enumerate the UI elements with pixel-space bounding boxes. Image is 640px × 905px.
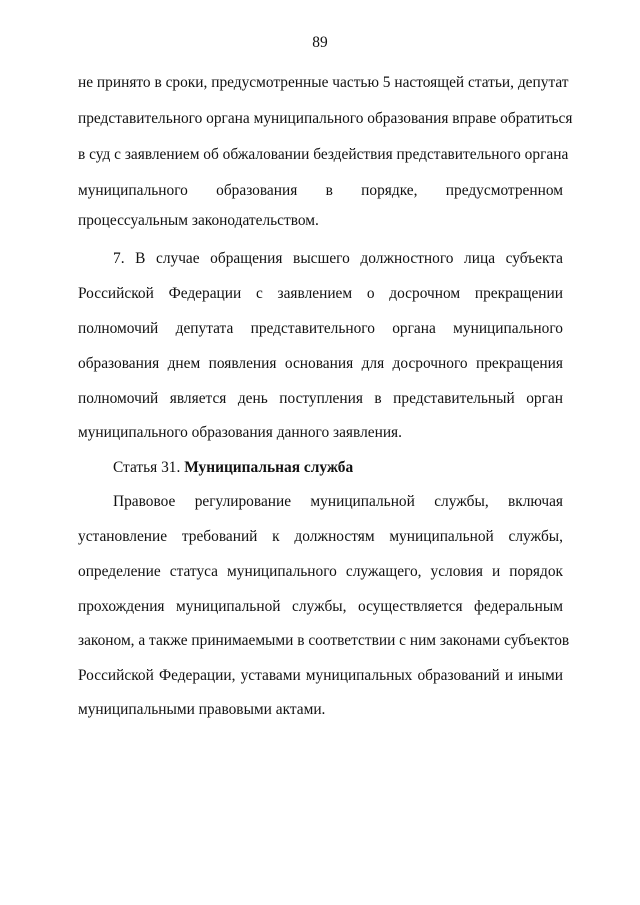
- paragraph3-line-3: определение статуса муниципального служащего, условия и порядок: [78, 563, 563, 580]
- paragraph2-line-3: полномочий депутата представительного органа муниципального: [78, 320, 563, 337]
- article-title: Муниципальная служба: [184, 459, 354, 476]
- paragraph1-line-2: представительного органа муниципального образования вправе обратиться: [78, 110, 573, 127]
- paragraph3-line-4: прохождения муниципальной службы, осуществляется федеральным: [78, 598, 563, 615]
- paragraph1-line-5: процессуальным законодательством.: [78, 212, 319, 229]
- paragraph1-line-1: не принято в сроки, предусмотренные частью 5 настоящей статьи, депутат: [78, 74, 569, 91]
- article-number: Статья 31.: [113, 459, 181, 476]
- paragraph2-line-1: 7. В случае обращения высшего должностного лица субъекта: [113, 250, 563, 267]
- paragraph3-line-6: Российской Федерации, уставами муниципальных образований и иными: [78, 667, 563, 684]
- page-number: 89: [312, 34, 328, 51]
- paragraph3-line-1: Правовое регулирование муниципальной службы, включая: [113, 493, 563, 510]
- paragraph3-line-5: законом, а также принимаемыми в соответствии с ним законами субъектов: [78, 632, 570, 649]
- paragraph2-line-2: Российской Федерации с заявлением о досрочном прекращении: [78, 285, 563, 302]
- article-heading: [113, 459, 598, 477]
- paragraph3-line-7: муниципальными правовыми актами.: [78, 701, 326, 718]
- paragraph2-line-6: муниципального образования данного заявления.: [78, 424, 402, 441]
- paragraph1-line-3: в суд с заявлением об обжаловании бездействия представительного органа: [78, 146, 569, 163]
- paragraph2-line-5: полномочий является день поступления в представительный орган: [78, 390, 563, 407]
- paragraph1-line-4: муниципального образования в порядке, предусмотренном: [78, 182, 563, 199]
- paragraph2-line-4: образования днем появления основания для досрочного прекращения: [78, 355, 563, 372]
- paragraph3-line-2: установление требований к должностям муниципальной службы,: [78, 528, 563, 545]
